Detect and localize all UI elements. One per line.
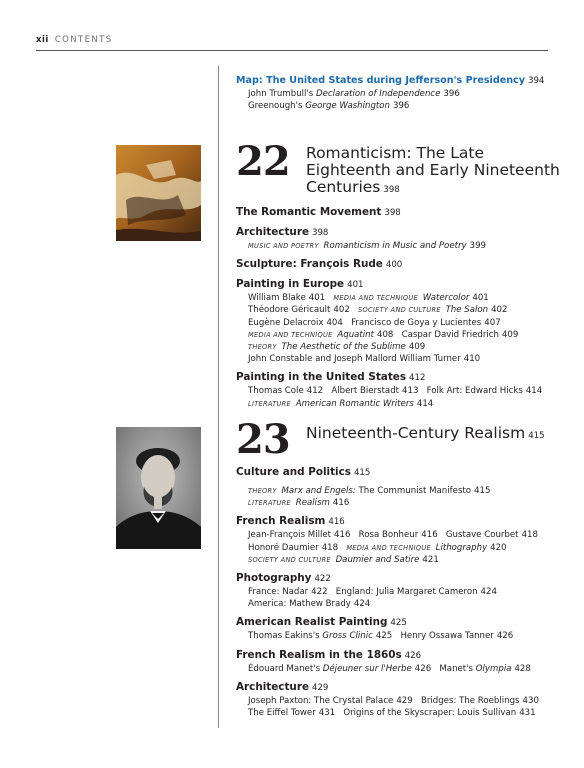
running-header xyxy=(36,35,113,45)
list-item[interactable]: Thomas Eakins's Gross Clinic 425 Henry Ossawa Tanner 426 xyxy=(248,631,514,642)
header-label: CONTENTS xyxy=(54,35,113,45)
list-item[interactable]: THEORY The Aesthetic of the Sublime 409 xyxy=(248,342,426,353)
section-heading[interactable]: Photography 422 xyxy=(236,572,331,585)
map-title[interactable]: Map: The United States during Jefferson's Presidency 394 xyxy=(236,75,545,86)
section-heading[interactable]: Sculpture: François Rude 400 xyxy=(236,258,403,271)
list-item[interactable]: America: Mathew Brady 424 xyxy=(248,599,371,610)
list-item[interactable]: Greenough's George Washington 396 xyxy=(248,101,410,112)
list-item[interactable]: William Blake 401 MEDIA AND TECHNIQUE Watercolor 401 xyxy=(248,293,489,304)
header-rule xyxy=(36,50,548,51)
portrait-photo-icon xyxy=(116,427,201,549)
column-divider xyxy=(218,66,219,728)
chapter-23-image xyxy=(116,427,201,549)
section-heading[interactable]: Culture and Politics 415 xyxy=(236,466,371,478)
romantic-painting-icon xyxy=(116,145,201,241)
section-heading[interactable]: French Realism in the 1860s 426 xyxy=(236,648,422,661)
map-entry xyxy=(236,74,556,112)
chapter-22-image xyxy=(116,145,201,241)
section-heading[interactable]: Painting in the United States 412 xyxy=(236,371,426,384)
list-item[interactable]: LITERATURE American Romantic Writers 414 xyxy=(248,398,434,409)
list-item[interactable]: Joseph Paxton: The Crystal Palace 429 Bridges: The Roeblings 430 xyxy=(248,695,539,706)
list-item[interactable]: Eugène Delacroix 404 Francisco de Goya y Lucientes 407 xyxy=(248,317,501,328)
chapter-number: 23 xyxy=(236,416,290,463)
chapter-22-sections xyxy=(236,200,556,410)
chapter-23-sections xyxy=(236,460,556,719)
list-item[interactable]: THEORY Marx and Engels: The Communist Manifesto 415 xyxy=(248,486,491,496)
list-item[interactable]: The Eiffel Tower 431 Origins of the Skyscraper: Louis Sullivan 431 xyxy=(248,708,536,719)
page-number: xii xyxy=(36,35,49,45)
chapter-title[interactable]: Nineteenth-Century Realism 415 xyxy=(306,424,545,442)
list-item[interactable]: MUSIC AND POETRY Romanticism in Music and Poetry 399 xyxy=(248,241,487,251)
list-item[interactable]: Honoré Daumier 418 MEDIA AND TECHNIQUE Lithography 420 xyxy=(248,542,507,553)
section-heading[interactable]: French Realism 416 xyxy=(236,515,345,528)
section-heading[interactable]: Painting in Europe 401 xyxy=(236,278,364,291)
list-item[interactable]: John Trumbull's Declaration of Independence 396 xyxy=(248,89,460,99)
list-item[interactable]: France: Nadar 422 England: Julia Margaret Cameron 424 xyxy=(248,587,497,598)
list-item[interactable]: Édouard Manet's Déjeuner sur l'Herbe 426 Manet's Olympia 428 xyxy=(248,663,531,674)
list-item[interactable]: Théodore Géricault 402 SOCIETY AND CULTURE The Salon 402 xyxy=(248,305,508,316)
section-heading[interactable]: Architecture 429 xyxy=(236,680,329,693)
chapter-title[interactable]: Romanticism: The Late Eighteenth and Early Nineteenth Centuries 398 xyxy=(306,144,560,196)
chapter-number: 22 xyxy=(236,138,290,185)
list-item[interactable]: Jean-François Millet 416 Rosa Bonheur 416 Gustave Courbet 418 xyxy=(248,530,538,541)
list-item[interactable]: LITERATURE Realism 416 xyxy=(248,498,350,509)
section-heading[interactable]: Architecture 398 xyxy=(236,226,329,238)
list-item[interactable]: MEDIA AND TECHNIQUE Aquatint 408 Caspar David Friedrich 409 xyxy=(248,329,519,340)
list-item[interactable]: John Constable and Joseph Mallord William Turner 410 xyxy=(248,354,481,365)
list-item[interactable]: SOCIETY AND CULTURE Daumier and Satire 421 xyxy=(248,554,439,565)
section-heading[interactable]: The Romantic Movement 398 xyxy=(236,206,401,218)
section-heading[interactable]: American Realist Painting 425 xyxy=(236,616,407,629)
list-item[interactable]: Thomas Cole 412 Albert Bierstadt 413 Folk Art: Edward Hicks 414 xyxy=(248,386,543,397)
